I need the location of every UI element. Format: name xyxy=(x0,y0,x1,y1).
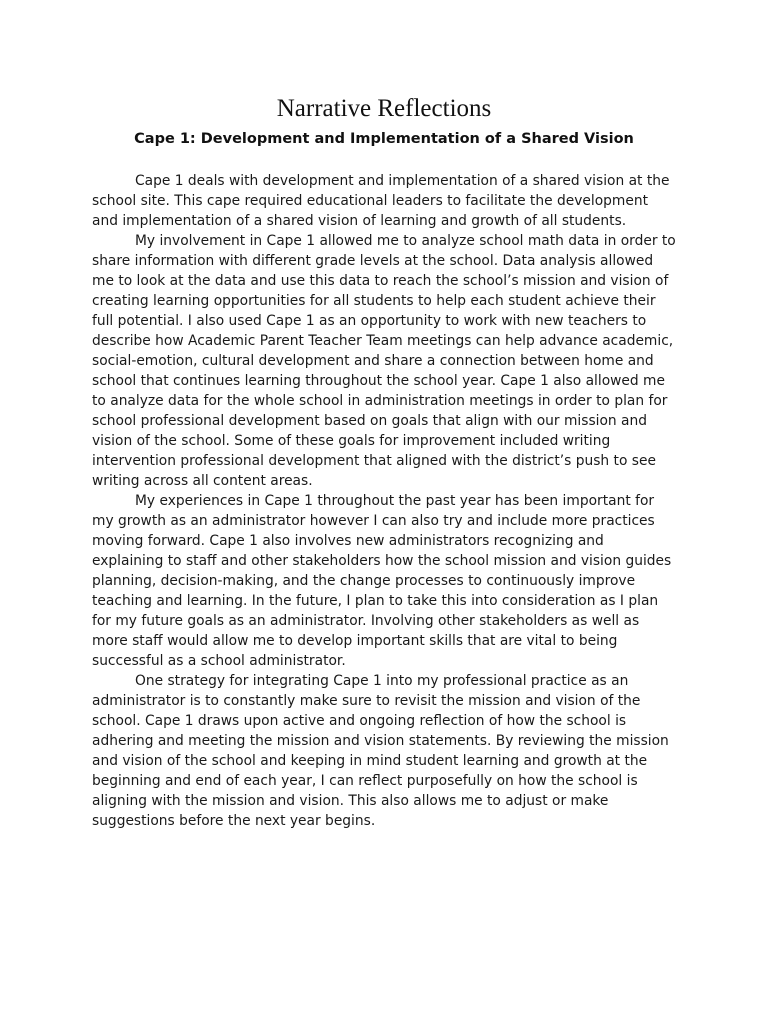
document-body xyxy=(92,171,677,831)
document-subtitle: Cape 1: Development and Implementation of a Shared Vision xyxy=(134,131,634,147)
paragraph-experiences: My experiences in Cape 1 throughout the past year has been important for my growth as an administrator however I can also try and include more practices moving forward. Cape 1 also involves new administrators recognizing and explaining to staff and other stakeholders how the school mission and vision guides planning, decision-making, and the change processes to continuously improve teaching and learning. In the future, I plan to take this into consideration as I plan for my future goals as an administrator. Involving other stakeholders as well as more staff would allow me to develop important skills that are vital to being successful as a school administrator. xyxy=(92,493,672,669)
paragraph-involvement: My involvement in Cape 1 allowed me to analyze school math data in order to share information with different grade levels at the school. Data analysis allowed me to look at the data and use this data to reach the school’s mission and vision of creating learning opportunities for all students to help each student achieve their full potential. I also used Cape 1 as an opportunity to work with new teachers to describe how Academic Parent Teacher Team meetings can help advance academic, social-emotion, cultural development and share a connection between home and school that continues learning throughout the school year. Cape 1 also allowed me to analyze data for the whole school in administration meetings in order to plan for school professional development based on goals that align with our mission and vision of the school. Some of these goals for improvement included writing intervention professional development that aligned with the district’s push to see writing across all content areas. xyxy=(92,233,676,489)
paragraph-intro: Cape 1 deals with development and implementation of a shared vision at the school site. This cape required educational leaders to facilitate the development and implementation of a shared vision of learning and growth of all students. xyxy=(92,173,670,229)
paragraph-strategy: One strategy for integrating Cape 1 into my professional practice as an administrator is to constantly make sure to revisit the mission and vision of the school. Cape 1 draws upon active and ongoing reflection of how the school is adhering and meeting the mission and vision statements. By reviewing the mission and vision of the school and keeping in mind student learning and growth at the beginning and end of each year, I can reflect purposefully on how the school is aligning with the mission and vision. This also allows me to adjust or make suggestions before the next year begins. xyxy=(92,673,669,829)
document-title: Narrative Reflections xyxy=(276,95,492,122)
